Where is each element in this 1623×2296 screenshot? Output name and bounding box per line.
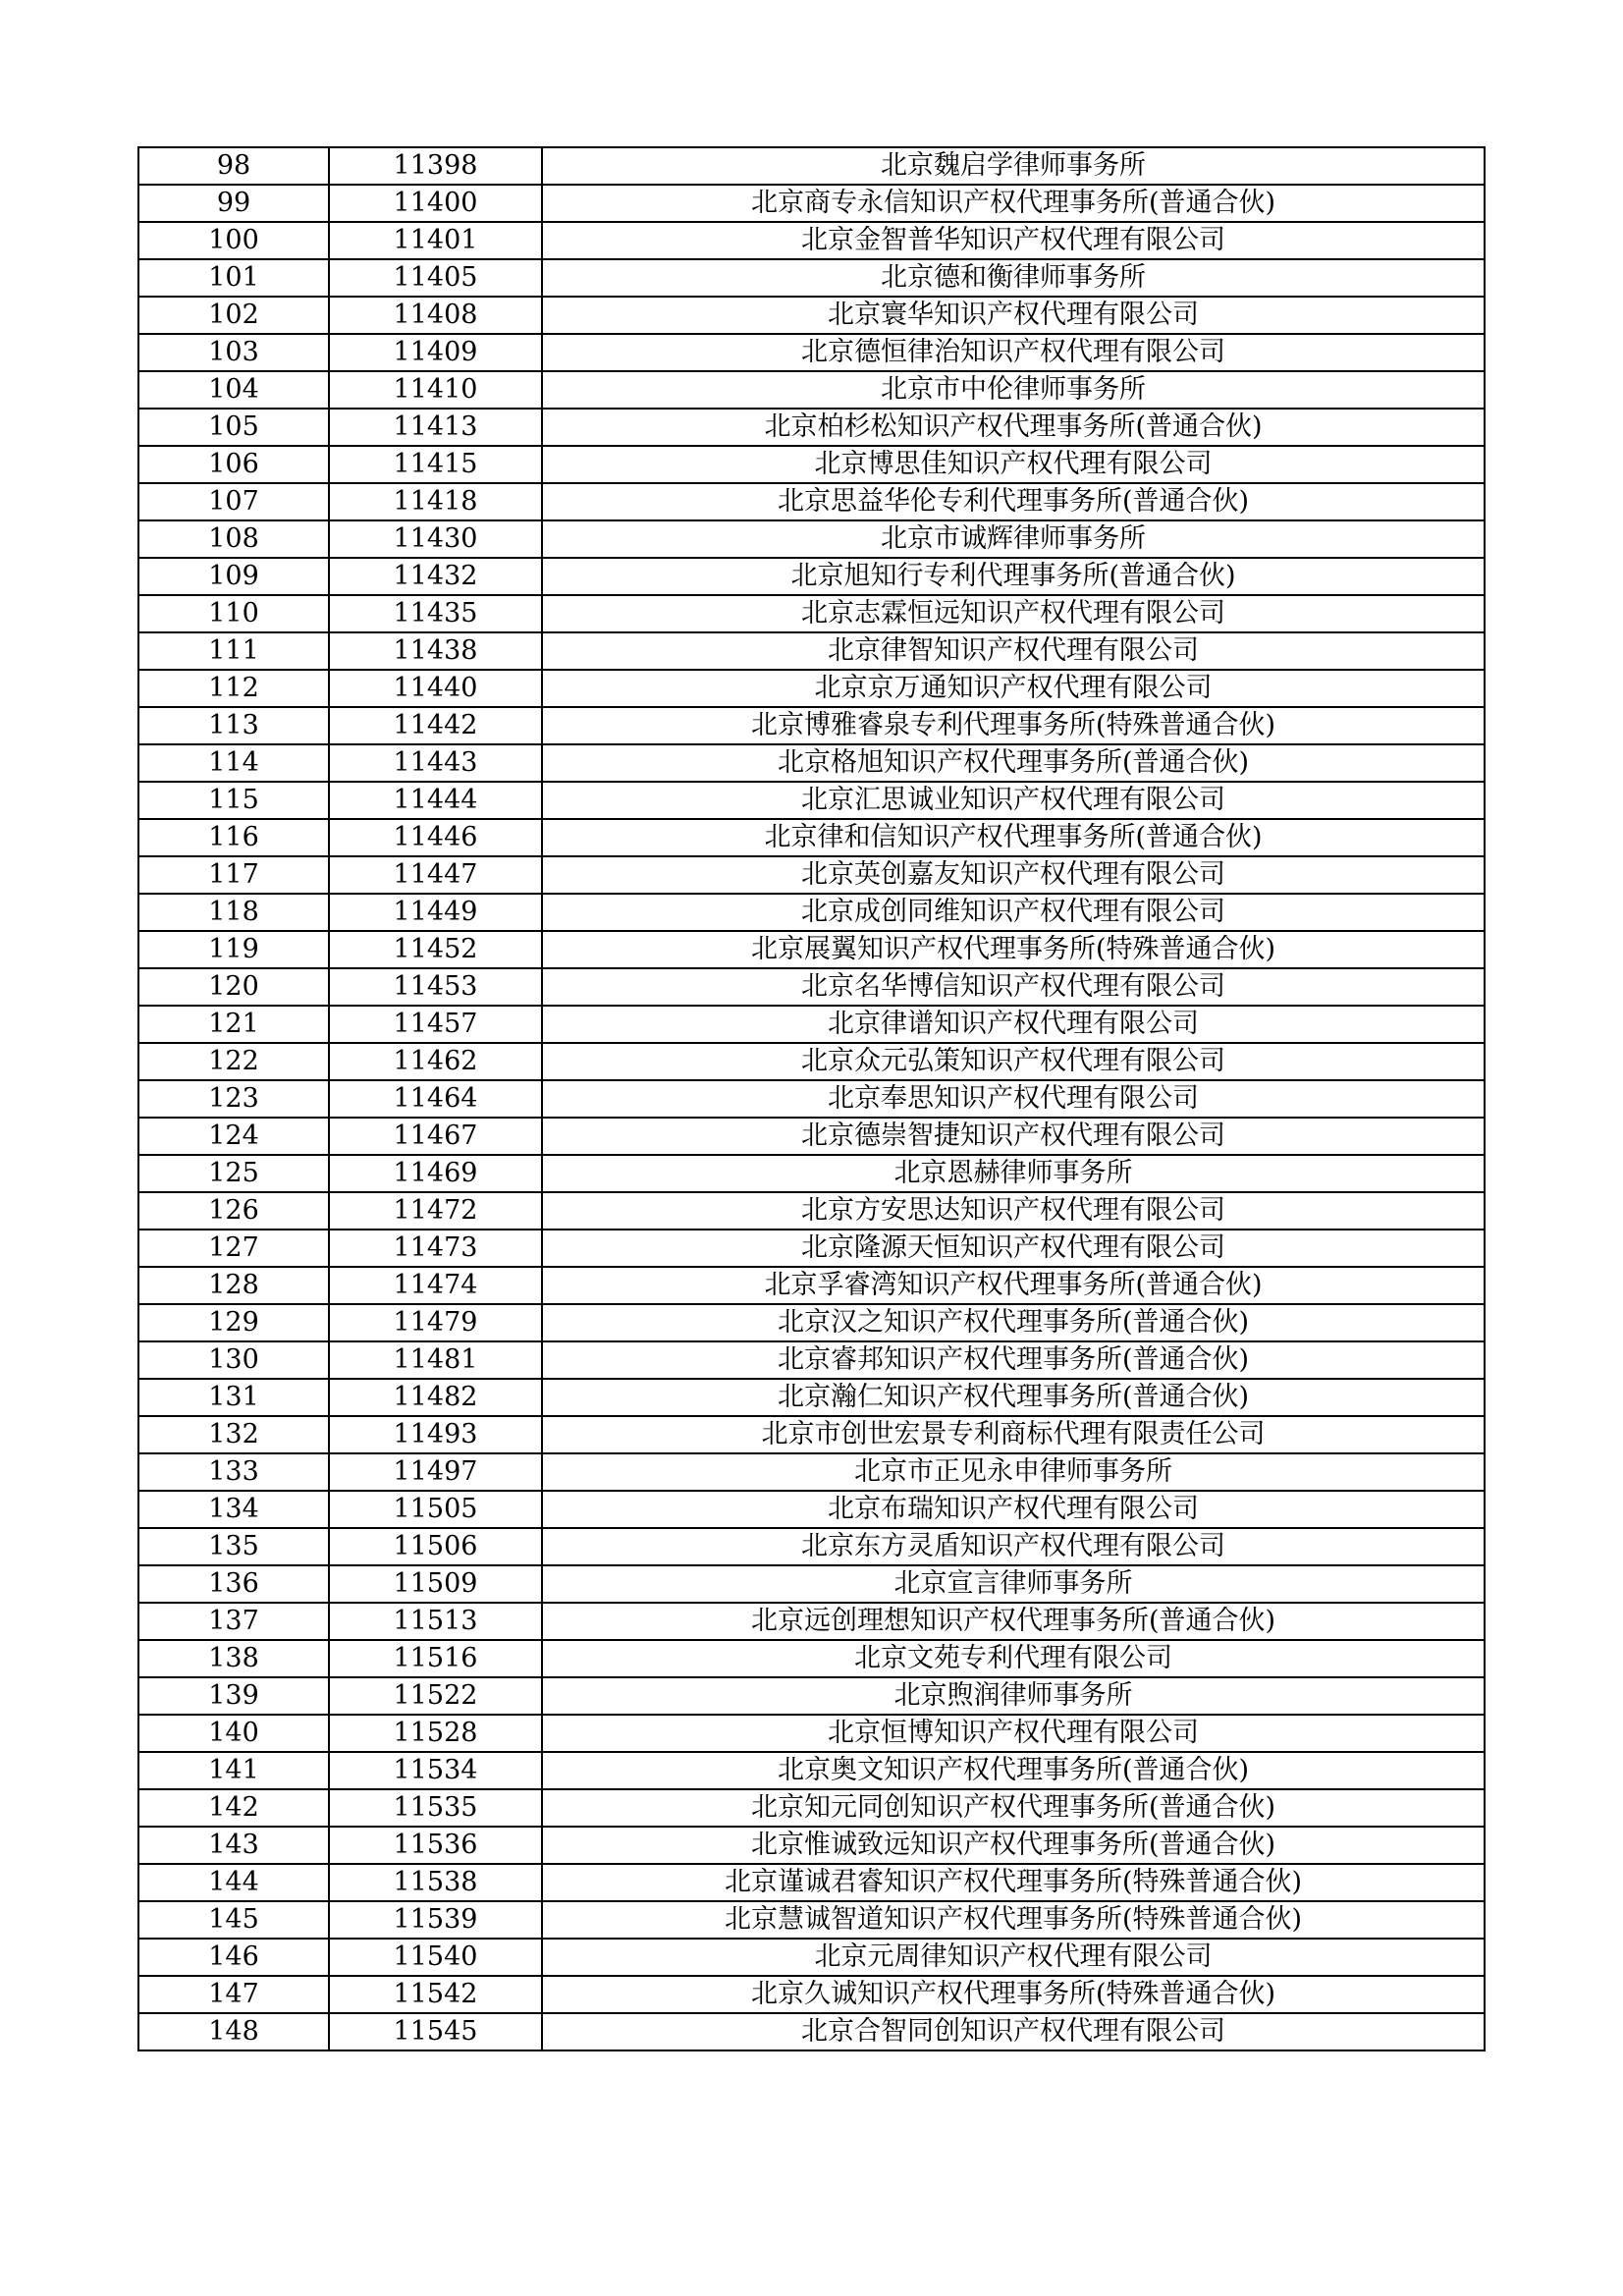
- code-cell: 11409: [329, 334, 542, 371]
- table-row: [138, 744, 1485, 782]
- seq-cell: 103: [138, 334, 329, 371]
- table-row: [138, 670, 1485, 707]
- table-row: [138, 1939, 1485, 1976]
- name-cell: 北京市诚辉律师事务所: [542, 520, 1485, 558]
- table-row: [138, 782, 1485, 819]
- name-cell: 北京奉思知识产权代理有限公司: [542, 1080, 1485, 1118]
- seq-cell: 125: [138, 1155, 329, 1192]
- code-cell: 11418: [329, 483, 542, 520]
- table-row: [138, 1118, 1485, 1155]
- table-row: [138, 707, 1485, 744]
- name-cell: 北京汇思诚业知识产权代理有限公司: [542, 782, 1485, 819]
- name-cell: 北京知元同创知识产权代理事务所(普通合伙): [542, 1789, 1485, 1827]
- code-cell: 11482: [329, 1379, 542, 1416]
- table-row: [138, 968, 1485, 1006]
- name-cell: 北京慧诚智道知识产权代理事务所(特殊普通合伙): [542, 1901, 1485, 1939]
- seq-cell: 107: [138, 483, 329, 520]
- name-cell: 北京德和衡律师事务所: [542, 259, 1485, 297]
- seq-cell: 116: [138, 819, 329, 856]
- seq-cell: 118: [138, 894, 329, 931]
- seq-cell: 131: [138, 1379, 329, 1416]
- seq-cell: 135: [138, 1528, 329, 1565]
- seq-cell: 124: [138, 1118, 329, 1155]
- seq-cell: 113: [138, 707, 329, 744]
- code-cell: 11442: [329, 707, 542, 744]
- seq-cell: 140: [138, 1715, 329, 1752]
- name-cell: 北京商专永信知识产权代理事务所(普通合伙): [542, 185, 1485, 222]
- code-cell: 11540: [329, 1939, 542, 1976]
- table-row: [138, 334, 1485, 371]
- name-cell: 北京德恒律治知识产权代理有限公司: [542, 334, 1485, 371]
- table-row: [138, 1341, 1485, 1379]
- seq-cell: 104: [138, 371, 329, 409]
- code-cell: 11542: [329, 1976, 542, 2013]
- seq-cell: 109: [138, 558, 329, 595]
- seq-cell: 112: [138, 670, 329, 707]
- table-row: [138, 1603, 1485, 1640]
- code-cell: 11535: [329, 1789, 542, 1827]
- name-cell: 北京京万通知识产权代理有限公司: [542, 670, 1485, 707]
- name-cell: 北京博雅睿泉专利代理事务所(特殊普通合伙): [542, 707, 1485, 744]
- table-row: [138, 1080, 1485, 1118]
- name-cell: 北京孚睿湾知识产权代理事务所(普通合伙): [542, 1267, 1485, 1304]
- table-row: [138, 894, 1485, 931]
- name-cell: 北京金智普华知识产权代理有限公司: [542, 222, 1485, 259]
- code-cell: 11497: [329, 1453, 542, 1491]
- seq-cell: 130: [138, 1341, 329, 1379]
- name-cell: 北京瀚仁知识产权代理事务所(普通合伙): [542, 1379, 1485, 1416]
- table-row: [138, 1901, 1485, 1939]
- name-cell: 北京睿邦知识产权代理事务所(普通合伙): [542, 1341, 1485, 1379]
- name-cell: 北京德崇智捷知识产权代理有限公司: [542, 1118, 1485, 1155]
- code-cell: 11462: [329, 1043, 542, 1080]
- table-row: [138, 1192, 1485, 1230]
- seq-cell: 111: [138, 632, 329, 670]
- table-row: [138, 558, 1485, 595]
- seq-cell: 134: [138, 1491, 329, 1528]
- name-cell: 北京律谱知识产权代理有限公司: [542, 1006, 1485, 1043]
- name-cell: 北京谨诚君睿知识产权代理事务所(特殊普通合伙): [542, 1864, 1485, 1901]
- table-row: [138, 632, 1485, 670]
- code-cell: 11493: [329, 1416, 542, 1453]
- code-cell: 11473: [329, 1230, 542, 1267]
- name-cell: 北京魏启学律师事务所: [542, 147, 1485, 185]
- table-row: [138, 1267, 1485, 1304]
- name-cell: 北京博思佳知识产权代理有限公司: [542, 446, 1485, 483]
- name-cell: 北京旭知行专利代理事务所(普通合伙): [542, 558, 1485, 595]
- seq-cell: 133: [138, 1453, 329, 1491]
- table-row: [138, 1789, 1485, 1827]
- code-cell: 11413: [329, 409, 542, 446]
- code-cell: 11522: [329, 1677, 542, 1715]
- name-cell: 北京众元弘策知识产权代理有限公司: [542, 1043, 1485, 1080]
- table-row: [138, 856, 1485, 894]
- table-row: [138, 1976, 1485, 2013]
- table-row: [138, 1416, 1485, 1453]
- code-cell: 11538: [329, 1864, 542, 1901]
- seq-cell: 141: [138, 1752, 329, 1789]
- table-row: [138, 819, 1485, 856]
- seq-cell: 115: [138, 782, 329, 819]
- seq-cell: 108: [138, 520, 329, 558]
- code-cell: 11513: [329, 1603, 542, 1640]
- name-cell: 北京煦润律师事务所: [542, 1677, 1485, 1715]
- code-cell: 11505: [329, 1491, 542, 1528]
- code-cell: 11432: [329, 558, 542, 595]
- name-cell: 北京展翼知识产权代理事务所(特殊普通合伙): [542, 931, 1485, 968]
- seq-cell: 120: [138, 968, 329, 1006]
- seq-cell: 146: [138, 1939, 329, 1976]
- seq-cell: 110: [138, 595, 329, 632]
- table-row: [138, 595, 1485, 632]
- seq-cell: 106: [138, 446, 329, 483]
- name-cell: 北京布瑞知识产权代理有限公司: [542, 1491, 1485, 1528]
- name-cell: 北京恩赫律师事务所: [542, 1155, 1485, 1192]
- agency-table-body: [138, 147, 1485, 2050]
- seq-cell: 128: [138, 1267, 329, 1304]
- seq-cell: 127: [138, 1230, 329, 1267]
- table-row: [138, 1491, 1485, 1528]
- code-cell: 11408: [329, 297, 542, 334]
- code-cell: 11467: [329, 1118, 542, 1155]
- seq-cell: 138: [138, 1640, 329, 1677]
- table-row: [138, 147, 1485, 185]
- table-row: [138, 1006, 1485, 1043]
- name-cell: 北京宣言律师事务所: [542, 1565, 1485, 1603]
- name-cell: 北京格旭知识产权代理事务所(普通合伙): [542, 744, 1485, 782]
- code-cell: 11479: [329, 1304, 542, 1341]
- seq-cell: 122: [138, 1043, 329, 1080]
- code-cell: 11438: [329, 632, 542, 670]
- code-cell: 11446: [329, 819, 542, 856]
- code-cell: 11536: [329, 1827, 542, 1864]
- table-row: [138, 483, 1485, 520]
- table-row: [138, 1155, 1485, 1192]
- seq-cell: 142: [138, 1789, 329, 1827]
- code-cell: 11401: [329, 222, 542, 259]
- seq-cell: 139: [138, 1677, 329, 1715]
- seq-cell: 99: [138, 185, 329, 222]
- code-cell: 11534: [329, 1752, 542, 1789]
- code-cell: 11464: [329, 1080, 542, 1118]
- code-cell: 11430: [329, 520, 542, 558]
- table-row: [138, 446, 1485, 483]
- code-cell: 11481: [329, 1341, 542, 1379]
- table-row: [138, 297, 1485, 334]
- name-cell: 北京文苑专利代理有限公司: [542, 1640, 1485, 1677]
- code-cell: 11400: [329, 185, 542, 222]
- code-cell: 11405: [329, 259, 542, 297]
- seq-cell: 123: [138, 1080, 329, 1118]
- seq-cell: 129: [138, 1304, 329, 1341]
- table-row: [138, 1565, 1485, 1603]
- seq-cell: 147: [138, 1976, 329, 2013]
- name-cell: 北京柏杉松知识产权代理事务所(普通合伙): [542, 409, 1485, 446]
- code-cell: 11452: [329, 931, 542, 968]
- table-row: [138, 520, 1485, 558]
- seq-cell: 98: [138, 147, 329, 185]
- name-cell: 北京律智知识产权代理有限公司: [542, 632, 1485, 670]
- table-row: [138, 1379, 1485, 1416]
- table-row: [138, 1640, 1485, 1677]
- seq-cell: 144: [138, 1864, 329, 1901]
- table-row: [138, 371, 1485, 409]
- name-cell: 北京志霖恒远知识产权代理有限公司: [542, 595, 1485, 632]
- seq-cell: 102: [138, 297, 329, 334]
- table-row: [138, 1752, 1485, 1789]
- code-cell: 11472: [329, 1192, 542, 1230]
- code-cell: 11453: [329, 968, 542, 1006]
- name-cell: 北京合智同创知识产权代理有限公司: [542, 2013, 1485, 2050]
- name-cell: 北京律和信知识产权代理事务所(普通合伙): [542, 819, 1485, 856]
- agency-table: [137, 146, 1486, 2051]
- table-row: [138, 2013, 1485, 2050]
- name-cell: 北京成创同维知识产权代理有限公司: [542, 894, 1485, 931]
- seq-cell: 137: [138, 1603, 329, 1640]
- code-cell: 11444: [329, 782, 542, 819]
- code-cell: 11410: [329, 371, 542, 409]
- table-row: [138, 409, 1485, 446]
- table-row: [138, 1304, 1485, 1341]
- seq-cell: 121: [138, 1006, 329, 1043]
- seq-cell: 136: [138, 1565, 329, 1603]
- name-cell: 北京汉之知识产权代理事务所(普通合伙): [542, 1304, 1485, 1341]
- table-row: [138, 222, 1485, 259]
- name-cell: 北京思益华伦专利代理事务所(普通合伙): [542, 483, 1485, 520]
- name-cell: 北京名华博信知识产权代理有限公司: [542, 968, 1485, 1006]
- code-cell: 11449: [329, 894, 542, 931]
- name-cell: 北京远创理想知识产权代理事务所(普通合伙): [542, 1603, 1485, 1640]
- name-cell: 北京英创嘉友知识产权代理有限公司: [542, 856, 1485, 894]
- name-cell: 北京隆源天恒知识产权代理有限公司: [542, 1230, 1485, 1267]
- table-row: [138, 1715, 1485, 1752]
- seq-cell: 105: [138, 409, 329, 446]
- table-row: [138, 1043, 1485, 1080]
- name-cell: 北京恒博知识产权代理有限公司: [542, 1715, 1485, 1752]
- seq-cell: 114: [138, 744, 329, 782]
- name-cell: 北京方安思达知识产权代理有限公司: [542, 1192, 1485, 1230]
- name-cell: 北京东方灵盾知识产权代理有限公司: [542, 1528, 1485, 1565]
- seq-cell: 132: [138, 1416, 329, 1453]
- seq-cell: 101: [138, 259, 329, 297]
- code-cell: 11415: [329, 446, 542, 483]
- seq-cell: 145: [138, 1901, 329, 1939]
- table-row: [138, 1230, 1485, 1267]
- code-cell: 11447: [329, 856, 542, 894]
- code-cell: 11516: [329, 1640, 542, 1677]
- table-row: [138, 931, 1485, 968]
- seq-cell: 117: [138, 856, 329, 894]
- table-row: [138, 185, 1485, 222]
- code-cell: 11457: [329, 1006, 542, 1043]
- seq-cell: 100: [138, 222, 329, 259]
- code-cell: 11435: [329, 595, 542, 632]
- seq-cell: 119: [138, 931, 329, 968]
- seq-cell: 148: [138, 2013, 329, 2050]
- name-cell: 北京久诚知识产权代理事务所(特殊普通合伙): [542, 1976, 1485, 2013]
- name-cell: 北京市正见永申律师事务所: [542, 1453, 1485, 1491]
- code-cell: 11443: [329, 744, 542, 782]
- code-cell: 11539: [329, 1901, 542, 1939]
- code-cell: 11545: [329, 2013, 542, 2050]
- name-cell: 北京市创世宏景专利商标代理有限责任公司: [542, 1416, 1485, 1453]
- name-cell: 北京惟诚致远知识产权代理事务所(普通合伙): [542, 1827, 1485, 1864]
- code-cell: 11528: [329, 1715, 542, 1752]
- name-cell: 北京元周律知识产权代理有限公司: [542, 1939, 1485, 1976]
- name-cell: 北京市中伦律师事务所: [542, 371, 1485, 409]
- name-cell: 北京奥文知识产权代理事务所(普通合伙): [542, 1752, 1485, 1789]
- name-cell: 北京寰华知识产权代理有限公司: [542, 297, 1485, 334]
- code-cell: 11509: [329, 1565, 542, 1603]
- code-cell: 11398: [329, 147, 542, 185]
- code-cell: 11469: [329, 1155, 542, 1192]
- table-row: [138, 1453, 1485, 1491]
- code-cell: 11506: [329, 1528, 542, 1565]
- code-cell: 11474: [329, 1267, 542, 1304]
- table-row: [138, 1827, 1485, 1864]
- seq-cell: 126: [138, 1192, 329, 1230]
- seq-cell: 143: [138, 1827, 329, 1864]
- table-row: [138, 259, 1485, 297]
- code-cell: 11440: [329, 670, 542, 707]
- table-row: [138, 1528, 1485, 1565]
- table-row: [138, 1864, 1485, 1901]
- table-row: [138, 1677, 1485, 1715]
